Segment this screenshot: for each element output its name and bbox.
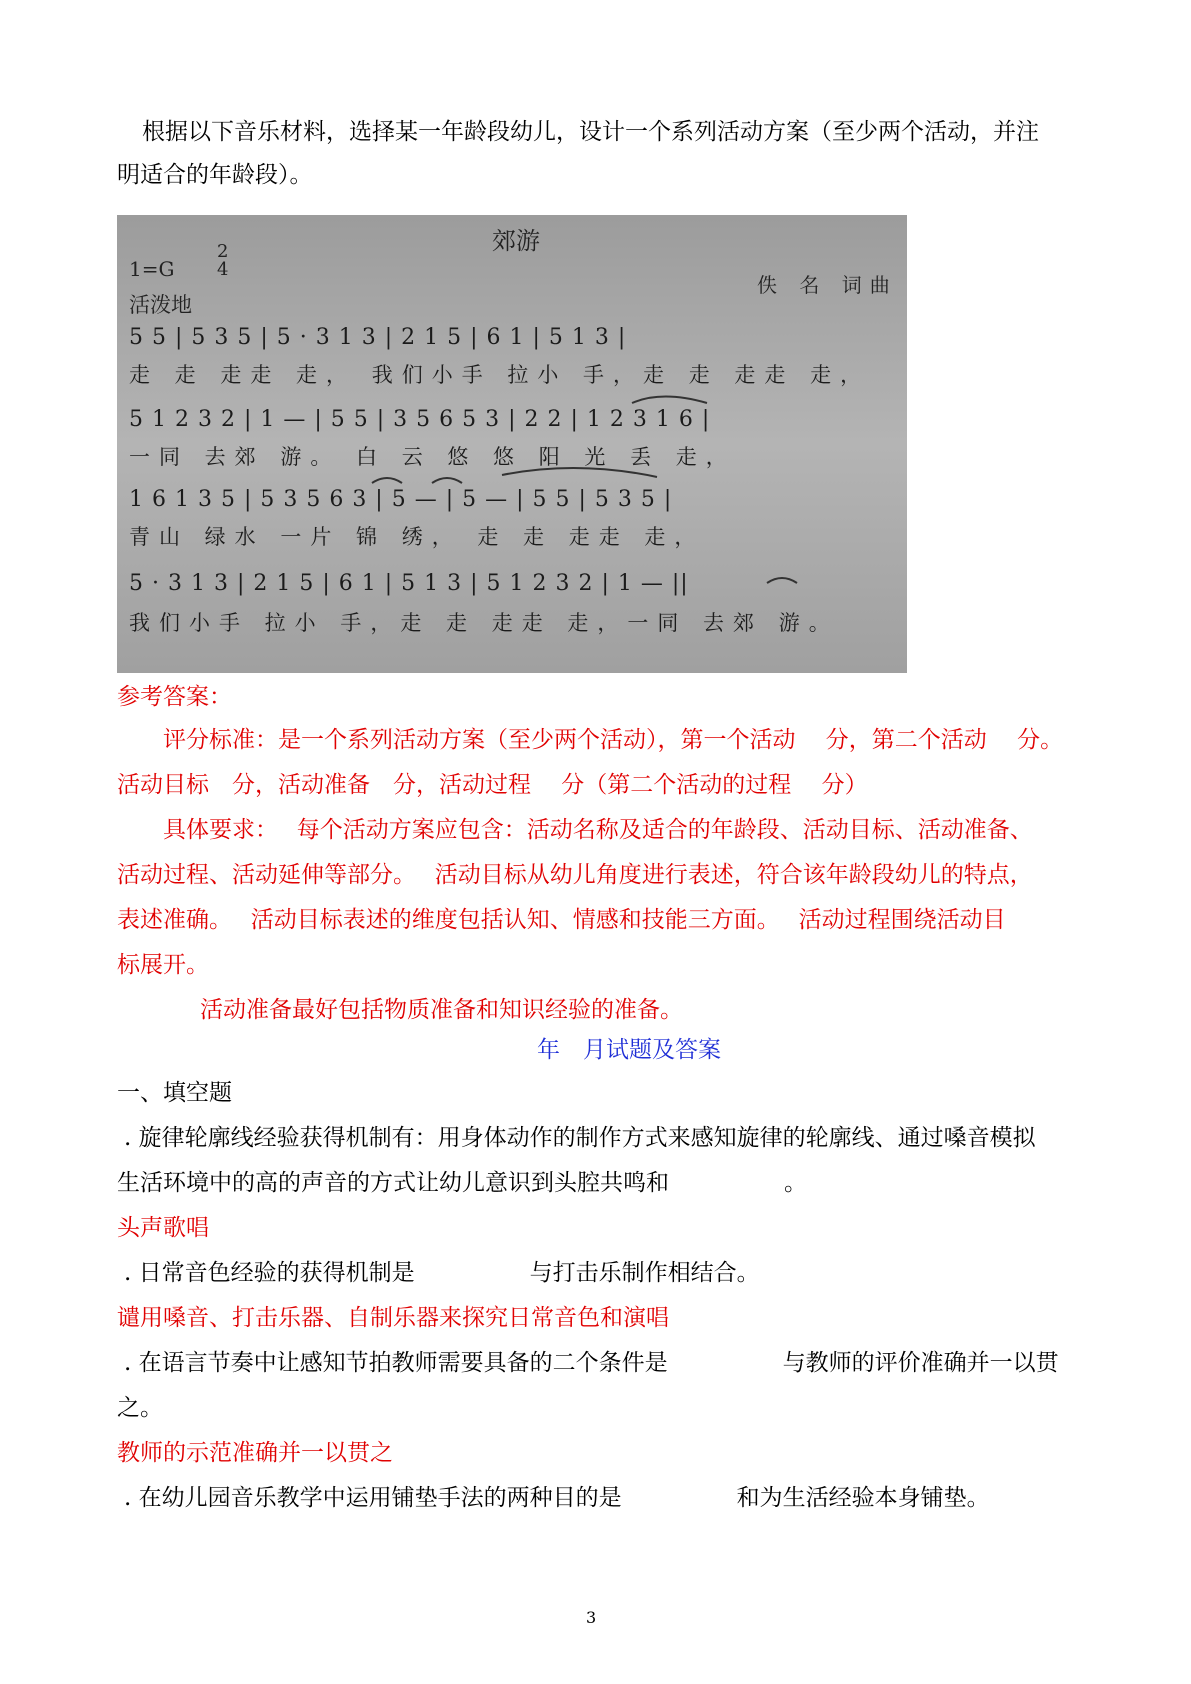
scoring-line-2: 活动目标 分，活动准备 分，活动过程 分（第二个活动的过程 分） xyxy=(117,772,868,798)
score-lyrics-row: 我们小手 拉小 手，走 走 走走 走，一同 去郊 游。 xyxy=(129,611,839,635)
question-1-line-2: 生活环境中的高的声音的方式让幼儿意识到头腔共鸣和 。 xyxy=(117,1170,807,1196)
answer-2: 谴用嗓音、打击乐器、自制乐器来探究日常音色和演唱 xyxy=(117,1305,669,1331)
requirement-line-3: 表述准确。 活动目标表述的维度包括认知、情感和技能三方面。 活动过程围绕活动目 xyxy=(117,907,1006,933)
score-key: 1=G xyxy=(129,257,175,281)
score-notes-row: 5 5 | 5 3 5 | 5 · 3 1 3 | 2 1 5 | 6 1 | 5 1 3 | xyxy=(129,325,627,350)
score-notes-row: 5 1 2 3 2 | 1 — | 5 5 | 3 5 6 5 3 | 2 2 | 1 2 3 1 6 | xyxy=(129,407,711,432)
question-4-line-1: . 在幼儿园音乐教学中运用铺垫手法的两种目的是 和为生活经验本身铺垫。 xyxy=(124,1485,990,1511)
score-title: 郊游 xyxy=(492,227,540,255)
requirement-line-2: 活动过程、活动延伸等部分。 活动目标从幼儿角度进行表述，符合该年龄段幼儿的特点， xyxy=(117,862,1033,888)
requirement-line-4: 标展开。 xyxy=(117,952,209,978)
score-tempo: 活泼地 xyxy=(129,293,192,317)
question-3-line-2: 之。 xyxy=(117,1395,163,1421)
score-notes-row: 5 · 3 1 3 | 2 1 5 | 6 1 | 5 1 3 | 5 1 2 3 2 | 1 — || xyxy=(129,571,689,596)
question-1-line-1: . 旋律轮廓线经验获得机制有：用身体动作的制作方式来感知旋律的轮廓线、通过嗓音模拟 xyxy=(124,1125,1036,1151)
intro-line-2: 明适合的年龄段）。 xyxy=(117,162,313,188)
music-score-image xyxy=(117,215,907,673)
answer-3: 教师的示范准确并一以贯之 xyxy=(117,1440,393,1466)
time-top: 2 xyxy=(217,241,229,262)
requirement-line-5: 活动准备最好包括物质准备和知识经验的准备。 xyxy=(200,997,683,1023)
score-notes-row: 1 6 1 3 5 | 5 3 5 6 3 | 5 — | 5 — | 5 5 | 5 3 5 | xyxy=(129,487,673,512)
scoring-line-1: 评分标准：是一个系列活动方案（至少两个活动），第一个活动 分，第二个活动 分。 xyxy=(163,727,1064,753)
time-bottom: 4 xyxy=(217,259,229,280)
page-number: 3 xyxy=(586,1608,597,1627)
score-lyrics-row: 走 走 走走 走， 我们小手 拉小 手，走 走 走走 走， xyxy=(129,363,871,387)
exam-title: 年 月试题及答案 xyxy=(537,1037,721,1063)
question-2-line-1: . 日常音色经验的获得机制是 与打击乐制作相结合。 xyxy=(124,1260,760,1286)
score-lyrics-row: 青山 绿水 一片 锦 绣， 走 走 走走 走， xyxy=(129,525,705,549)
intro-line-1: 根据以下音乐材料，选择某一年龄段幼儿，设计一个系列活动方案（至少两个活动，并注 xyxy=(142,119,1039,145)
question-3-line-1: . 在语言节奏中让感知节拍教师需要具备的二个条件是 与教师的评价准确并一以贯 xyxy=(124,1350,1059,1376)
score-lyrics-row: 一同 去郊 游。 白 云 悠 悠 阳 光 丢 走， xyxy=(129,445,736,469)
requirement-line-1: 具体要求： 每个活动方案应包含：活动名称及适合的年龄段、活动目标、活动准备、 xyxy=(163,817,1033,843)
section-heading: 一、填空题 xyxy=(117,1080,232,1106)
answer-heading: 参考答案： xyxy=(117,684,232,710)
score-time-signature xyxy=(217,243,228,279)
score-author: 佚 名 词曲 xyxy=(757,273,898,297)
answer-1: 头声歌唱 xyxy=(117,1215,209,1241)
